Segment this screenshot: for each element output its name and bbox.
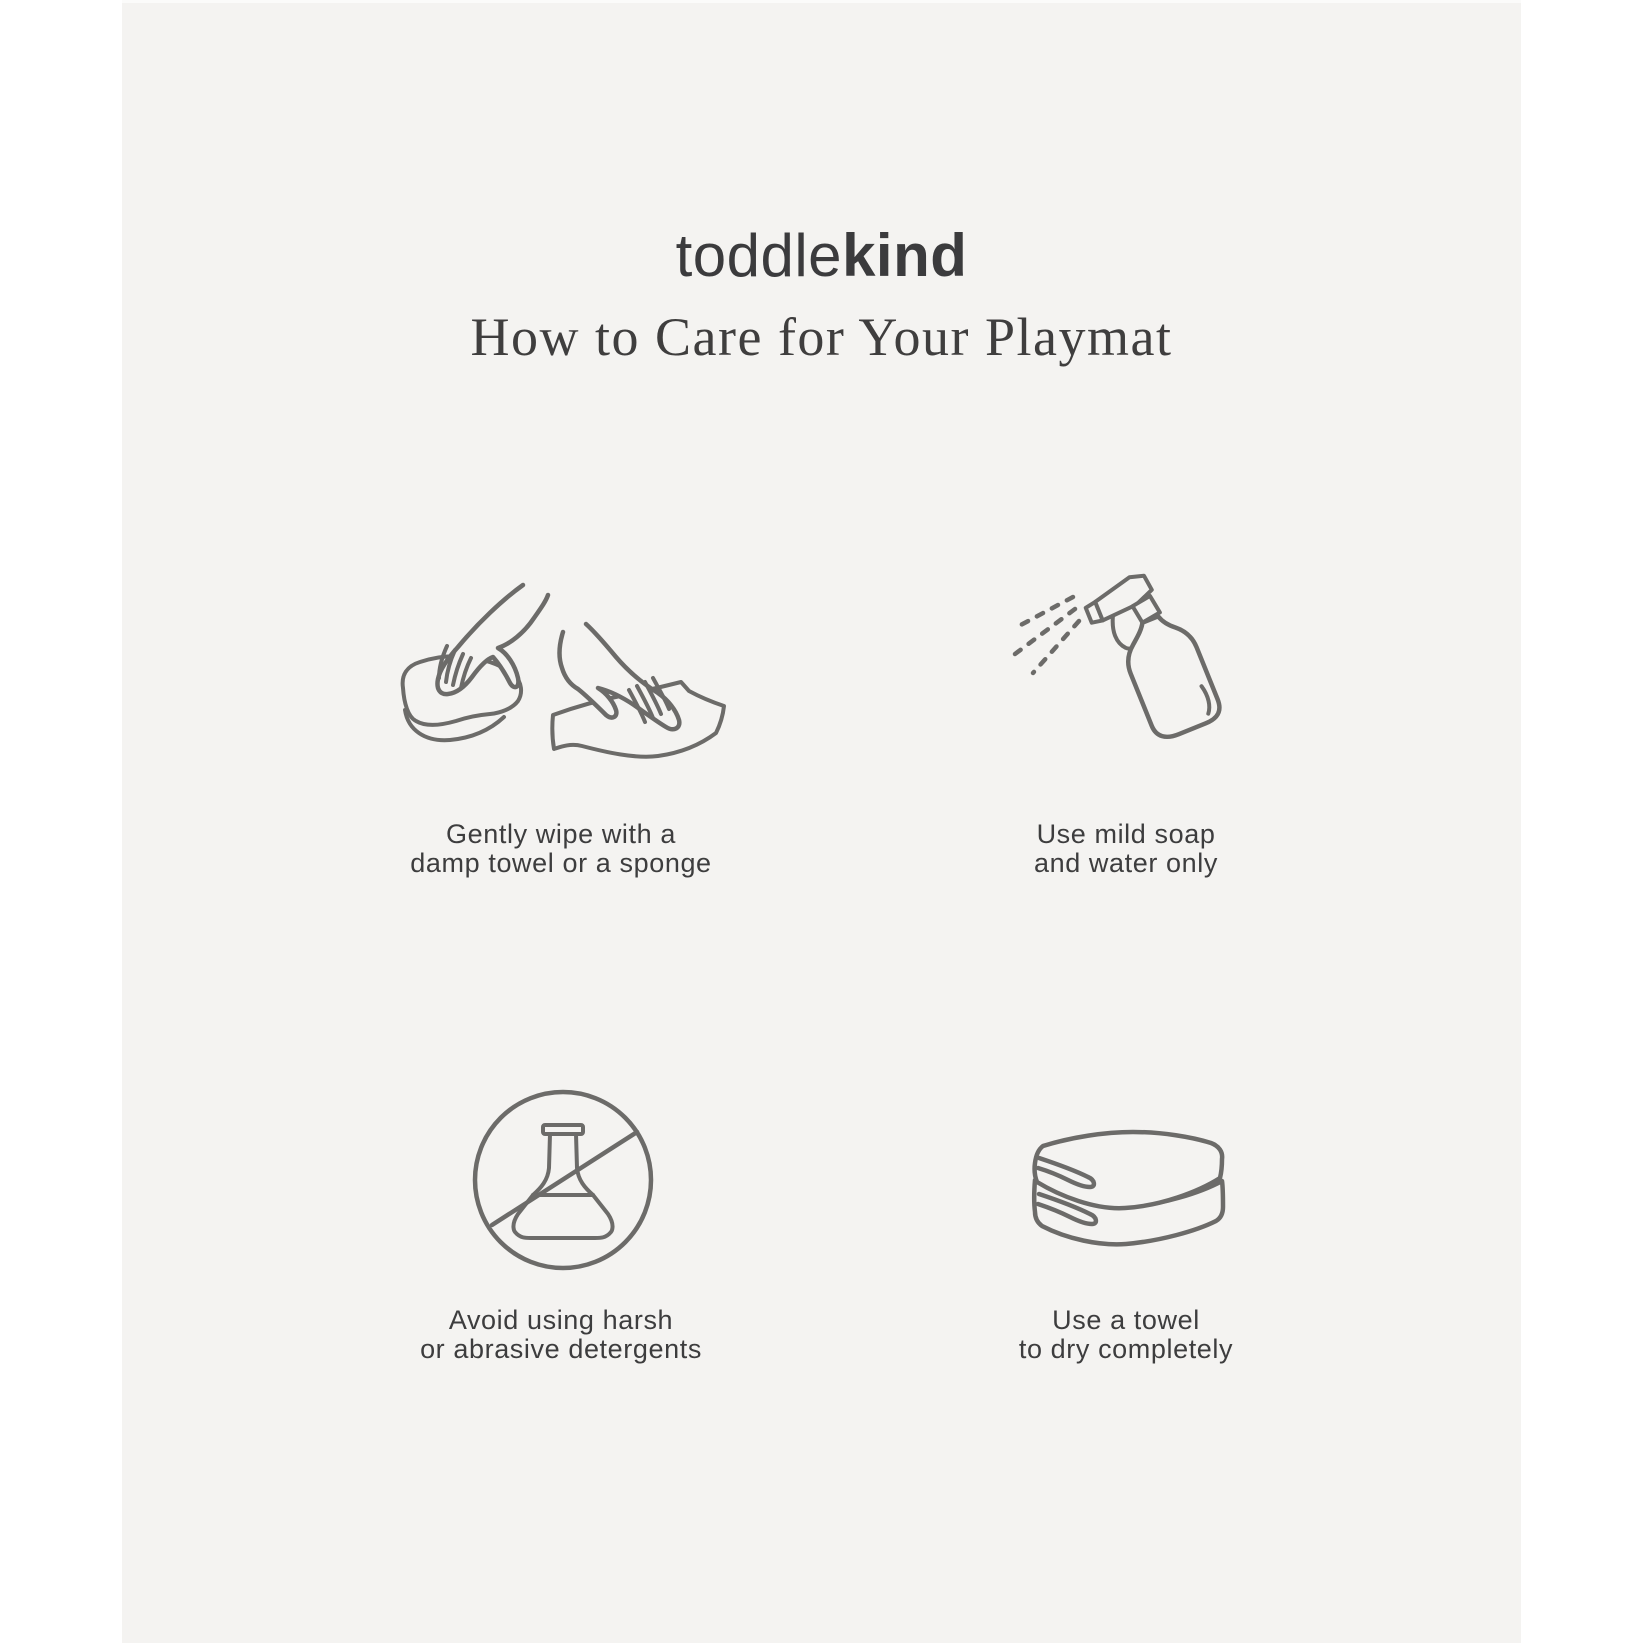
caption-line: or abrasive detergents (420, 1334, 702, 1365)
caption-line: and water only (1033, 848, 1218, 879)
spray-bottle-icon (1005, 551, 1235, 766)
brand-logo-bold: kind (842, 222, 968, 289)
wipe-hands-icon (390, 545, 740, 780)
instruction-caption-1 (361, 820, 761, 878)
instruction-caption-2 (946, 820, 1306, 878)
caption-line: Avoid using harsh (448, 1305, 674, 1335)
caption-line: to dry completely (1018, 1334, 1234, 1365)
page-title: How to Care for Your Playmat (470, 307, 1173, 367)
folded-towel-svg (1020, 1120, 1240, 1260)
instruction-caption-3 (361, 1306, 761, 1364)
no-detergent-svg (471, 1088, 655, 1272)
caption-line: damp towel or a sponge (410, 848, 712, 879)
folded-towel-icon (1020, 1120, 1240, 1260)
caption-line: Use mild soap (1036, 819, 1216, 849)
no-detergent-icon (471, 1088, 655, 1272)
spray-bottle-svg (1005, 551, 1235, 766)
wipe-hands-svg (390, 545, 740, 780)
instruction-caption-4 (946, 1306, 1306, 1364)
brand-logo (122, 222, 1521, 289)
brand-logo-light: toddle (675, 222, 843, 289)
caption-line: Gently wipe with a (446, 819, 676, 849)
caption-line: Use a towel (1052, 1305, 1200, 1335)
